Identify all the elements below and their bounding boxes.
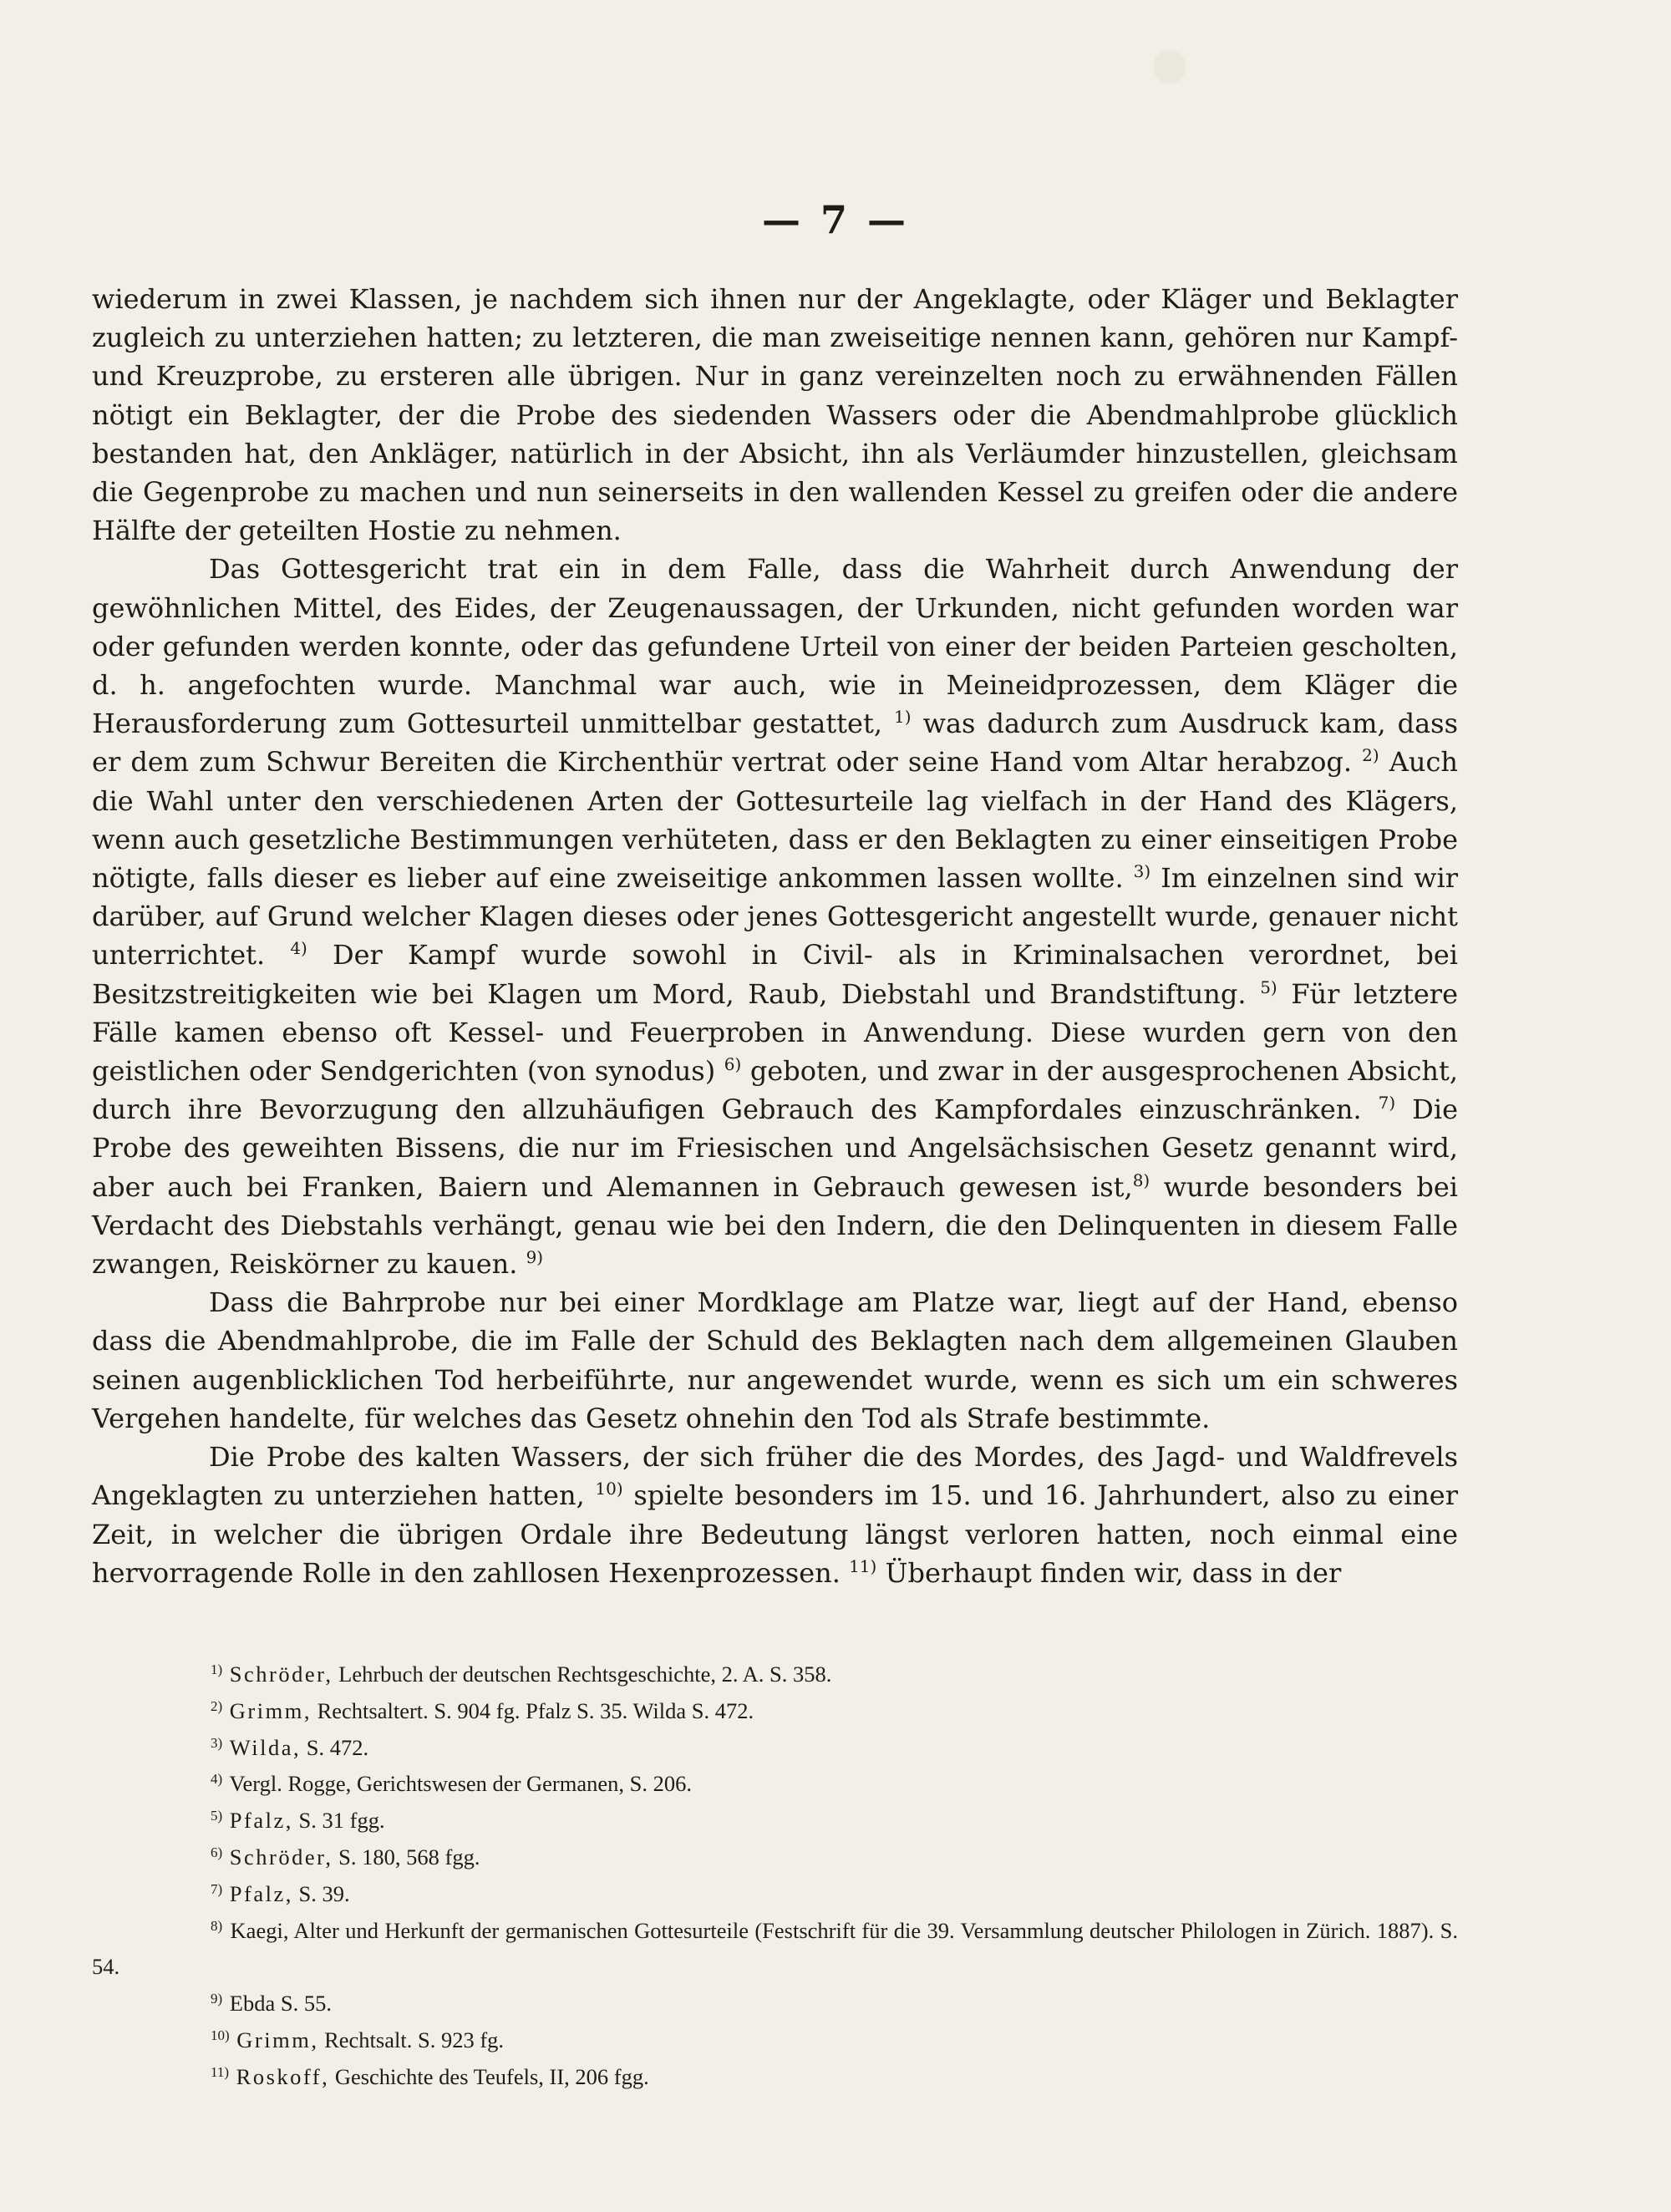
- footnote-author: Grimm,: [236, 2027, 319, 2052]
- footnote-text: S. 55.: [280, 1991, 332, 2017]
- footnote-number: 8): [211, 1917, 223, 1934]
- footnote-4: [92, 1766, 1458, 1803]
- footnote-author: Pfalz,: [229, 1880, 293, 1906]
- paragraph-4-text-a: Die Probe des kalten Wassers, der sich früher die des Mordes, des Jagd- und Waldfrevels Angeklagten zu unterziehen hatten,: [92, 1441, 1458, 1512]
- footnote-number: 2): [211, 1697, 223, 1714]
- footnote-text: Rechtsalt. S. 923 fg.: [324, 2027, 505, 2052]
- footnote-text: S. 31 fgg.: [298, 1808, 385, 1834]
- footnote-number: 4): [211, 1771, 223, 1788]
- paragraph-2-text-f: Für letztere Fälle kamen ebenso oft Kessel- und Feuerproben in Anwendung. Diese wurden gern von den geistlichen oder Sendgerichten (von synodus): [92, 977, 1459, 1088]
- paragraph-1: [92, 280, 1458, 550]
- paragraph-2-text-d: Im einzelnen sind wir darüber, auf Grund welcher Klagen dieses oder jenes Gottesgericht angestellt wurde, genauer nicht unterrichtet.: [92, 862, 1459, 972]
- paragraph-4-text-c: Überhaupt finden wir, dass in der: [885, 1556, 1342, 1589]
- footnote-text: S. 472.: [306, 1734, 369, 1760]
- footnote-text: S. 180, 568 fgg.: [338, 1844, 480, 1870]
- paragraph-4: [92, 1438, 1458, 1592]
- footnote-ref-9[interactable]: 9): [526, 1247, 544, 1268]
- footnote-author: Schröder,: [229, 1662, 333, 1687]
- page-number: — 7 —: [761, 197, 910, 242]
- paragraph-2: [92, 550, 1458, 1283]
- footnote-5: [92, 1803, 1458, 1839]
- footnote-10: [92, 2022, 1458, 2059]
- footnote-author: Vergl. Rogge,: [229, 1771, 352, 1797]
- footnote-ref-8[interactable]: 8): [1132, 1169, 1150, 1190]
- footnote-number: 11): [211, 2063, 230, 2080]
- footnote-text: Lehrbuch der deutschen Rechtsgeschichte, 2. A. S. 358.: [338, 1662, 832, 1687]
- footnote-author: Schröder,: [229, 1844, 333, 1870]
- footnote-11: [92, 2059, 1458, 2096]
- footnote-number: 5): [211, 1808, 223, 1824]
- paragraph-4-text-b: spielte besonders im 15. und 16. Jahrhundert, also zu einer Zeit, in welcher die übrigen Ordale ihre Bedeutung längst verloren hatten, noch einmal eine hervorragende Rolle in den zahllosen Hexenprozessen.: [92, 1479, 1459, 1589]
- paragraph-1-text: wiederum in zwei Klassen, je nachdem sich ihnen nur der Angeklagte, oder Kläger und Beklagter zugleich zu unterziehen hatten; zu letzteren, die man zweiseitige nennen kann, gehören nur Kampf- und Kreuzprobe, zu ersteren alle übrigen. Nur in ganz vereinzelten noch zu erwähnenden Fällen nötigt ein Beklagter, der die Probe des siedenden Wassers oder die Abendmahlprobe glücklich bestanden hat, den Ankläger, natürlich in der Absicht, ihn als Verläumder hinzustellen, gleichsam die Gegenprobe zu machen und nun seinerseits in den wallenden Kessel zu greifen oder die andere Hälfte der geteilten Hostie zu nehmen.: [92, 283, 1458, 547]
- footnote-ref-5[interactable]: 5): [1260, 977, 1277, 997]
- footnote-ref-10[interactable]: 10): [595, 1479, 623, 1499]
- main-text: [92, 280, 1458, 1592]
- footnote-ref-1[interactable]: 1): [894, 707, 912, 728]
- footnote-text: Gerichtswesen der Germanen, S. 206.: [356, 1771, 692, 1797]
- footnote-author: Roskoff,: [236, 2063, 330, 2089]
- paragraph-2-text-c: Auch die Wahl unter den verschiedenen Arten der Gottesurteile lag vielfach in der Hand des Klägers, wenn auch gesetzliche Bestimmungen verhüteten, dass er den Beklagten zu einer einseitigen Probe nötigte, falls dieser es lieber auf eine zweiseitige ankommen lassen wollte.: [92, 746, 1459, 895]
- footnote-2: [92, 1693, 1458, 1730]
- footnote-ref-7[interactable]: 7): [1378, 1093, 1396, 1114]
- paragraph-2-text-a: Das Gottesgericht trat ein in dem Falle, dass die Wahrheit durch Anwendung der gewöhnlichen Mittel, des Eides, der Zeugenaussagen, der Urkunden, nicht gefunden worden war oder gefunden werden konnte, oder das gefundene Urteil von einer der beiden Parteien gescholten, d. h. angefochten wurde. Manchmal war auch, wie in Meineidprozessen, dem Kläger die Herausforderung zum Gottesurteil unmittelbar gestattet,: [92, 553, 1458, 740]
- footnote-text: S. 39.: [298, 1880, 350, 1906]
- footnote-number: 1): [211, 1662, 223, 1677]
- footnote-text: Geschichte des Teufels, II, 206 fgg.: [334, 2063, 649, 2089]
- footnote-number: 3): [211, 1734, 223, 1751]
- footnote-author: Wilda,: [229, 1734, 302, 1760]
- footnote-number: 10): [211, 2027, 230, 2043]
- paragraph-2-text-g: geboten, und zwar in der ausgesprochenen Absicht, durch ihre Bevorzugung den allzuhäufigen Gebrauch des Kampfordales einzuschränken.: [92, 1055, 1459, 1126]
- footnote-6: [92, 1839, 1458, 1876]
- footnote-8: [92, 1913, 1458, 1986]
- paragraph-2-text-e: Der Kampf wurde sowohl in Civil- als in Kriminalsachen verordnet, bei Besitzstreitigkeiten wie bei Klagen um Mord, Raub, Diebstahl und Brandstiftung.: [92, 939, 1459, 1010]
- footnote-1: [92, 1656, 1458, 1693]
- footnote-author: Ebda: [229, 1991, 276, 2017]
- footnotes: [92, 1656, 1458, 2096]
- footnote-7: [92, 1876, 1458, 1913]
- paragraph-3-text: Dass die Bahrprobe nur bei einer Mordklage am Platze war, liegt auf der Hand, ebenso dass die Abendmahlprobe, die im Falle der Schuld des Beklagten nach dem allgemeinen Glauben seinen augenblicklichen Tod herbeiführte, nur angewendet wurde, wenn es sich um ein schweres Vergehen handelte, für welches das Gesetz ohnehin den Tod als Strafe bestimmte.: [92, 1286, 1458, 1434]
- footnote-ref-11[interactable]: 11): [849, 1555, 877, 1576]
- footnote-author: Kaegi,: [230, 1917, 289, 1943]
- paper-stain: [1153, 50, 1186, 84]
- footnote-3: [92, 1730, 1458, 1767]
- footnote-ref-6[interactable]: 6): [724, 1054, 742, 1075]
- footnote-number: 9): [211, 1991, 223, 2007]
- footnote-9: [92, 1986, 1458, 2022]
- footnote-author: Pfalz,: [229, 1808, 293, 1834]
- footnote-text: Rechtsaltert. S. 904 fg. Pfalz S. 35. Wilda S. 472.: [317, 1697, 754, 1723]
- footnote-text: Alter und Herkunft der germanischen Gottesurteile (Festschrift für die 39. Versammlung deutscher Philologen in Zürich. 1887). S. 54.: [92, 1917, 1458, 1980]
- footnote-number: 6): [211, 1844, 223, 1860]
- footnote-ref-4[interactable]: 4): [290, 938, 307, 959]
- footnote-ref-3[interactable]: 3): [1133, 861, 1151, 882]
- paragraph-3: [92, 1283, 1458, 1438]
- footnote-author: Grimm,: [229, 1697, 312, 1723]
- footnote-ref-2[interactable]: 2): [1362, 745, 1379, 766]
- footnote-number: 7): [211, 1880, 223, 1897]
- paragraph-2-text-h: Die Probe des geweihten Bissens, die nur im Friesischen und Angelsächsischen Gesetz genannt wird, aber auch bei Franken, Baiern und Alemannen in Gebrauch gewesen ist,: [92, 1093, 1458, 1203]
- paragraph-2-text-i: wurde besonders bei Verdacht des Diebstahls verhängt, genau wie bei den Indern, die den Delinquenten in diesem Falle zwangen, Reiskörner zu kauen.: [92, 1170, 1459, 1281]
- paragraph-2-text-b: was dadurch zum Ausdruck kam, dass er dem zum Schwur Bereiten die Kirchenthür vertrat oder seine Hand vom Altar herabzog.: [92, 708, 1459, 779]
